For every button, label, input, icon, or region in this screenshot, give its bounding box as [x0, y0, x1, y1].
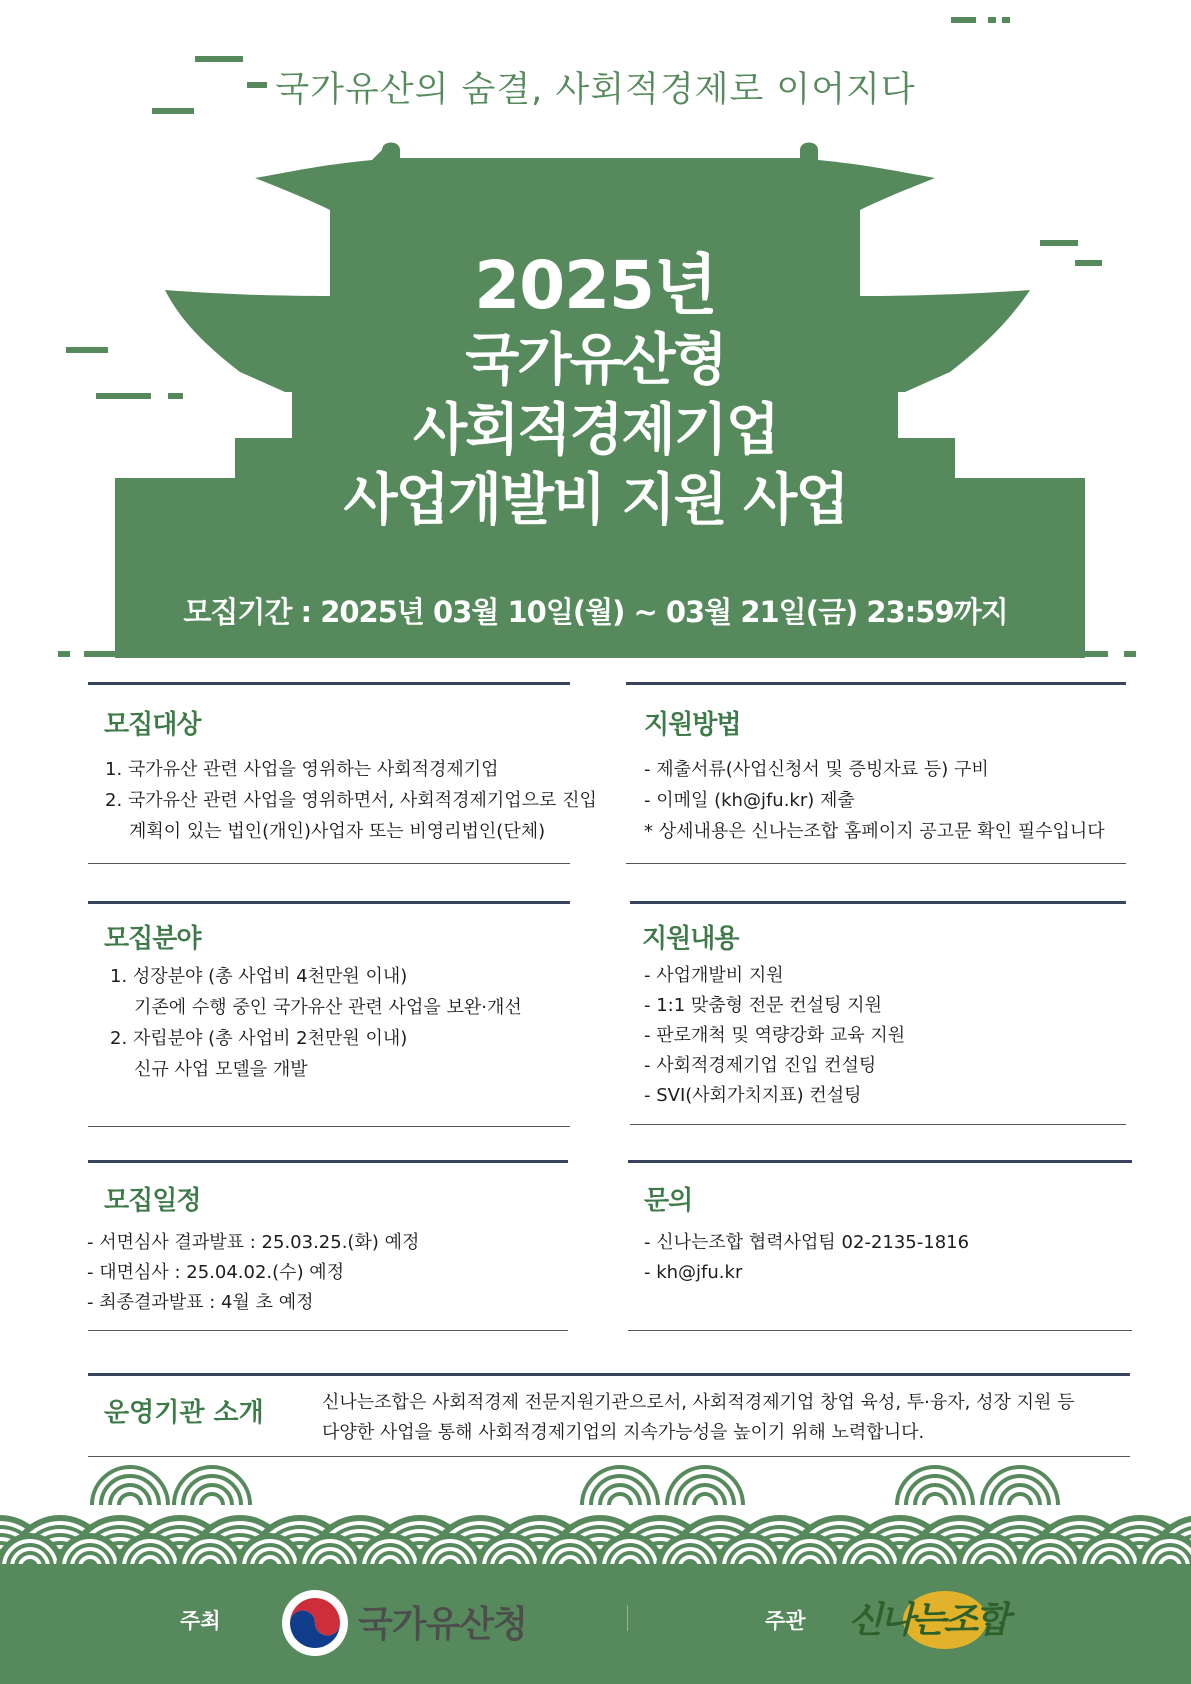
list-item: - 이메일 (kh@jfu.kr) 제출 — [644, 790, 855, 811]
list-item: - 대면심사 : 25.04.02.(수) 예정 — [87, 1262, 345, 1283]
list-item: - 신나는조합 협력사업팀 02-2135-1816 — [644, 1232, 970, 1253]
section-body — [644, 1228, 969, 1288]
section-title: 지원방법 — [644, 710, 741, 740]
list-item: - kh@jfu.kr — [644, 1262, 743, 1283]
list-item: * 상세내용은 신나는조합 홈페이지 공고문 확인 필수입니다 — [644, 821, 1105, 842]
title-year: 2025년 — [474, 247, 717, 324]
title-line-3: 사업개발비 지원 사업 — [343, 468, 848, 533]
list-item: 1. 성장분야 (총 사업비 4천만원 이내) — [110, 966, 408, 987]
decor-dash — [1084, 651, 1108, 657]
section-body — [644, 754, 1105, 847]
list-item: - 판로개척 및 역량강화 교육 지원 — [644, 1025, 906, 1046]
list-item: - 사회적경제기업 진입 컨설팅 — [644, 1055, 877, 1076]
decor-dash — [84, 651, 116, 657]
section-title: 문의 — [644, 1186, 693, 1216]
list-item: 신규 사업 모델을 개발 — [134, 1059, 308, 1080]
list-item: 계획이 있는 법인(개인)사업자 또는 비영리법인(단체) — [129, 821, 546, 842]
list-item: - SVI(사회가치지표) 컨설팅 — [644, 1085, 862, 1106]
government-emblem-icon — [280, 1588, 350, 1658]
intro-body — [322, 1388, 1075, 1448]
section-title: 지원내용 — [642, 924, 739, 954]
tagline: 국가유산의 숨결, 사회적경제로 이어지다 — [275, 70, 916, 110]
list-item: - 1:1 맞춤형 전문 컨설팅 지원 — [644, 995, 882, 1016]
title-main — [0, 326, 1191, 536]
list-item: 2. 국가유산 관련 사업을 영위하면서, 사회적경제기업으로 진입 — [105, 790, 597, 811]
list-item: - 서면심사 결과발표 : 25.03.25.(화) 예정 — [87, 1232, 420, 1253]
organizer-logo: 신나는조합 — [848, 1600, 1007, 1641]
footer-divider — [627, 1605, 628, 1631]
section-title: 모집일정 — [104, 1186, 201, 1216]
list-item: 2. 자립분야 (총 사업비 2천만원 이내) — [110, 1028, 408, 1049]
organizer-label: 주관 — [765, 1609, 806, 1633]
list-item: 1. 국가유산 관련 사업을 영위하는 사회적경제기업 — [105, 759, 499, 780]
title-line-2: 사회적경제기업 — [413, 398, 778, 463]
wave-pattern-icon — [0, 1455, 1191, 1567]
section-body — [105, 754, 597, 847]
section-title: 모집대상 — [104, 710, 201, 740]
section-body — [644, 961, 905, 1111]
decor-dash — [58, 651, 70, 657]
intro-title: 운영기관 소개 — [104, 1398, 264, 1428]
footer — [0, 1564, 1191, 1684]
list-item: - 최종결과발표 : 4월 초 예정 — [87, 1292, 314, 1313]
intro-line: 다양한 사업을 통해 사회적경제기업의 지속가능성을 높이기 위해 노력합니다. — [322, 1422, 925, 1443]
list-item: - 제출서류(사업신청서 및 증빙자료 등) 구비 — [644, 759, 989, 780]
intro-line: 신나는조합은 사회적경제 전문지원기관으로서, 사회적경제기업 창업 육성, 투·융자, 성장 지원 등 — [322, 1392, 1075, 1413]
recruit-period: 모집기간 : 2025년 03월 10일(월) ~ 03월 21일(금) 23:59까지 — [183, 595, 1008, 629]
list-item: - 사업개발비 지원 — [644, 965, 784, 986]
section-body — [110, 961, 522, 1085]
host-name: 국가유산청 — [358, 1604, 527, 1645]
decor-dash — [1124, 651, 1136, 657]
title-line-1: 국가유산형 — [465, 328, 726, 393]
host-label: 주최 — [180, 1609, 221, 1633]
list-item: 기존에 수행 중인 국가유산 관련 사업을 보완·개선 — [134, 997, 522, 1018]
section-title: 모집분야 — [104, 924, 201, 954]
section-body — [87, 1228, 419, 1318]
